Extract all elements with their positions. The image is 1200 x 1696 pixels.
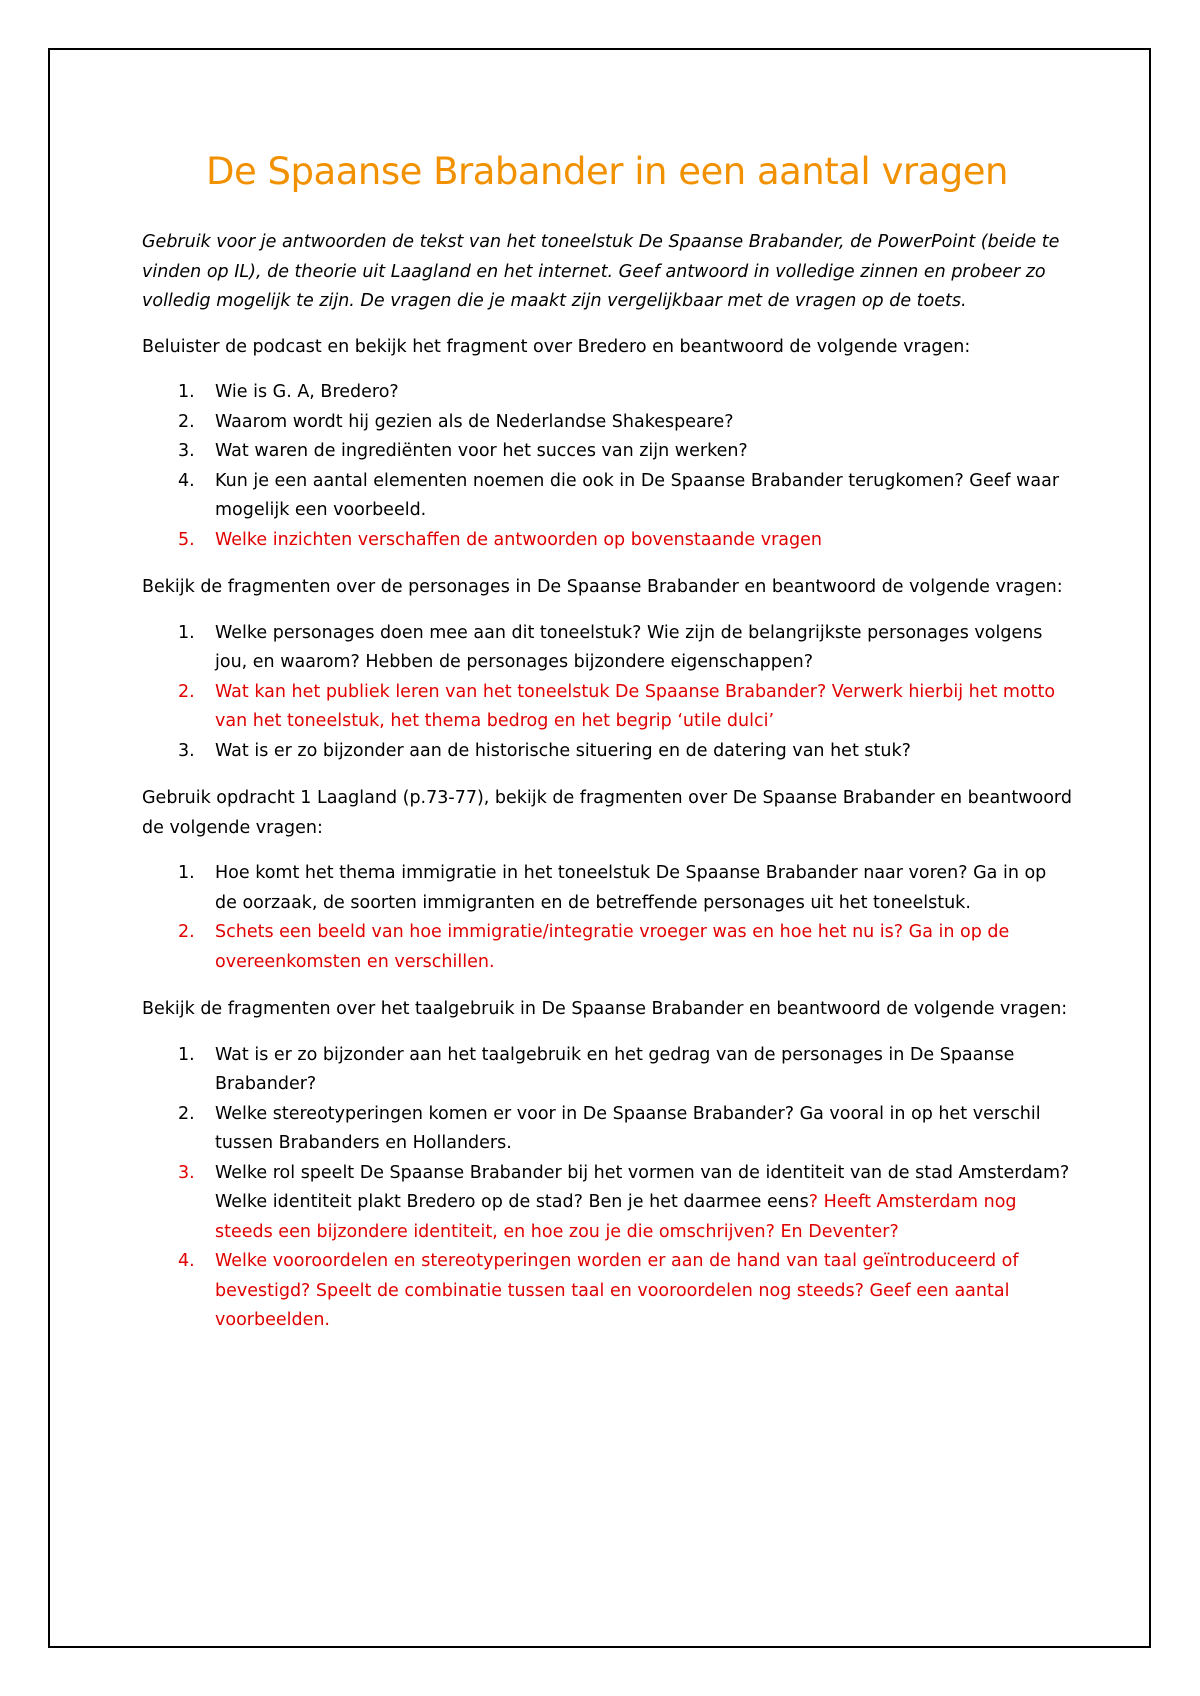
question-number: 3. [178,441,195,462]
question-text: Welke inzichten verschaffen de antwoorden op bovenstaande vragen [215,529,822,550]
question-text: Welke personages doen mee aan dit toneelstuk? Wie zijn de belangrijkste personages volgens jou, en waarom? Hebben de personages bijzondere eigenschappen? [215,622,1043,673]
question-number: 2. [178,922,195,943]
question-text-highlighted: ? Heeft Amsterdam nog steeds een bijzondere identiteit, en hoe zou je die omschrijven? En Deventer? [215,1192,1017,1242]
question-text: Waarom wordt hij gezien als de Nederlandse Shakespeare? [215,411,734,432]
question-text: Wat waren de ingrediënten voor het succes van zijn werken? [215,441,748,462]
question-number: 4. [178,470,195,491]
document-title: De Spaanse Brabander in een aantal vragen [206,150,1008,193]
question-item-highlighted [142,918,1072,977]
question-list [142,378,1072,555]
question-number: 2. [178,681,195,702]
question-number: 2. [178,411,195,432]
question-number: 1. [178,382,195,403]
question-item [142,1100,1072,1159]
question-item-mixed [142,1159,1072,1248]
question-list [142,619,1072,767]
question-item [142,467,1072,526]
document-content [142,150,1072,1354]
question-text: Hoe komt het thema immigratie in het toneelstuk De Spaanse Brabander naar voren? Ga in op de oorzaak, de soorten immigranten en de betreffende personages uit het toneelstuk. [215,863,1047,913]
question-item [142,437,1072,467]
question-text: Wat is er zo bijzonder aan het taalgebruik en het gedrag van de personages in De Spaanse Brabander? [215,1044,1015,1095]
question-item [142,619,1072,678]
question-number: 3. [178,740,195,761]
question-item [142,737,1072,767]
question-item-highlighted [142,678,1072,737]
question-text: Wie is G. A, Bredero? [215,382,399,403]
question-list [142,1041,1072,1336]
question-list [142,859,1072,977]
question-text: Welke rol speelt De Spaanse Brabander bij het vormen van de identiteit van de stad Amsterdam? Welke identiteit plakt Bredero op de stad? Ben je het daarmee eens [215,1162,1070,1213]
question-item-highlighted [142,1247,1072,1336]
question-number: 1. [178,622,195,643]
question-number: 3. [178,1162,195,1183]
section-heading: Bekijk de fragmenten over het taalgebruik in De Spaanse Brabander en beantwoord de volgende vragen: [142,999,1068,1020]
question-text: Schets een beeld van hoe immigratie/integratie vroeger was en hoe het nu is? Ga in op de overeenkomsten en verschillen. [215,922,1010,972]
question-text: Wat kan het publiek leren van het toneelstuk De Spaanse Brabander? Verwerk hierbij het motto van het toneelstuk, het thema bedrog en het begrip ‘utile dulci’ [215,681,1056,732]
question-text: Welke vooroordelen en stereotyperingen worden er aan de hand van taal geïntroduceerd of bevestigd? Speelt de combinatie tussen taal en vooroordelen nog steeds? Geef een aantal voorbeelden. [215,1251,1019,1331]
question-number: 2. [178,1103,195,1124]
section-heading: Bekijk de fragmenten over de personages in De Spaanse Brabander en beantwoord de volgende vragen: [142,577,1063,598]
question-number: 1. [178,863,195,884]
question-number: 1. [178,1044,195,1065]
question-text: Wat is er zo bijzonder aan de historische situering en de datering van het stuk? [215,740,911,761]
question-item [142,408,1072,438]
question-number: 4. [178,1251,195,1272]
section-heading: Gebruik opdracht 1 Laagland (p.73-77), bekijk de fragmenten over De Spaanse Brabander en beantwoord de volgende vragen: [142,788,1072,838]
question-number: 5. [178,529,195,550]
question-item [142,1041,1072,1100]
question-item-highlighted [142,526,1072,556]
section-heading: Beluister de podcast en bekijk het fragment over Bredero en beantwoord de volgende vragen: [142,336,971,357]
question-text: Welke stereotyperingen komen er voor in De Spaanse Brabander? Ga vooral in op het verschil tussen Brabanders en Hollanders. [215,1103,1041,1154]
question-text: Kun je een aantal elementen noemen die ook in De Spaanse Brabander terugkomen? Geef waar mogelijk een voorbeeld. [215,470,1060,521]
intro-paragraph: Gebruik voor je antwoorden de tekst van het toneelstuk De Spaanse Brabander, de PowerPoint (beide te vinden op IL), de theorie uit Laagland en het internet. Geef antwoord in volledige zinnen en probeer zo volledig mogelijk te zijn. De vragen die je maakt zijn vergelijkbaar met de vragen op de toets. [142,232,1060,312]
question-item [142,378,1072,408]
question-item [142,859,1072,918]
